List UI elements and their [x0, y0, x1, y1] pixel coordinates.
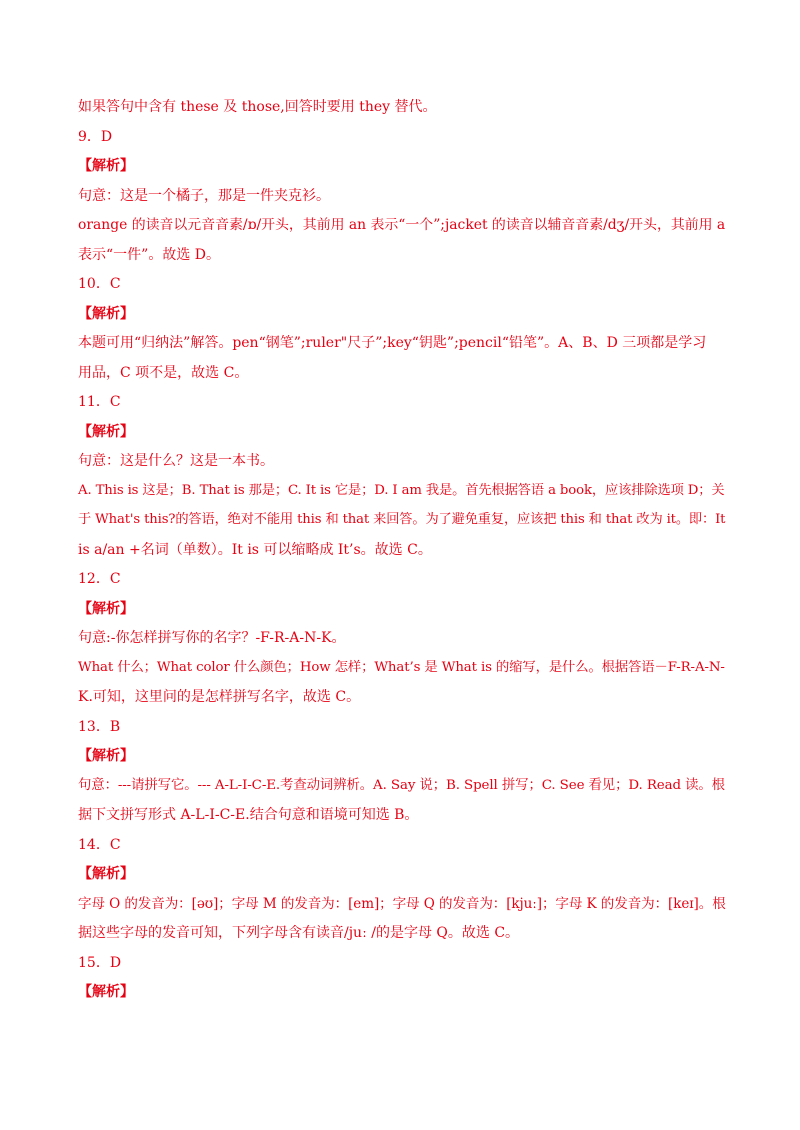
- question-number: 9．D: [78, 128, 113, 145]
- text-line: What 什么；What color 什么颜色；How 怎样；What’s 是 What is 的缩写，是什么。根据答语－F-R-A-N-: [78, 659, 725, 675]
- text-line: K.可知，这里问的是怎样拼写名字，故选 C。: [78, 689, 361, 705]
- question-number: 11．C: [78, 394, 121, 410]
- text-line: 本题可用“归纳法”解答。pen“钢笔”;ruler"尺子”;key“钥匙”;pencil“铅笔”。A、B、D 三项都是学习: [78, 335, 707, 351]
- analysis-heading: 【解析】: [78, 600, 134, 617]
- text-line: 于 What's this?的答语，绝对不能用 this 和 that 来回答。为了避免重复，应该把 this 和 that 改为 it。即：It: [78, 512, 726, 527]
- text-line: 句意：这是一个橘子，那是一件夹克衫。: [78, 187, 330, 204]
- text-line: 如果答句中含有 these 及 those,回答时要用 they 替代。: [78, 99, 437, 115]
- question-number: 12．C: [78, 571, 121, 587]
- text-line: 据这些字母的发音可知，下列字母含有读音/juː /的是字母 Q。故选 C。: [78, 925, 520, 941]
- text-line: 字母 O 的发音为：[əʊ]；字母 M 的发音为：[em]；字母 Q 的发音为：[kjuː]；字母 K 的发音为：[keɪ]。根: [78, 895, 726, 912]
- answer-explanations: [78, 96, 726, 1011]
- text-line: orange 的读音以元音音素/ɒ/开头，其前用 an 表示“一个”;jacket 的读音以辅音音素/dʒ/开头，其前用 a: [78, 217, 726, 233]
- text-line: 用品，C 项不是，故选 C。: [78, 364, 249, 381]
- analysis-heading: 【解析】: [78, 305, 134, 322]
- analysis-heading: 【解析】: [78, 748, 134, 764]
- question-number: 10．C: [78, 276, 121, 292]
- text-line: 据下文拼写形式 A-L-I-C-E.结合句意和语境可知选 B。: [78, 807, 419, 823]
- question-number: 14．C: [78, 836, 121, 853]
- text-line: 句意：这是什么？这是一本书。: [78, 453, 274, 469]
- text-line: is a/an +名词（单数）。It is 可以缩略成 It’s。故选 C。: [78, 541, 432, 558]
- analysis-heading: 【解析】: [78, 423, 134, 440]
- text-line: 表示“一件”。故选 D。: [78, 246, 220, 263]
- analysis-heading: 【解析】: [78, 984, 134, 1000]
- question-number: 15．D: [78, 954, 122, 971]
- text-line: A. This is 这是；B. That is 那是；C. It is 它是；D. I am 我是。首先根据答语 a book，应该排除选项 D；关: [78, 482, 725, 498]
- analysis-heading: 【解析】: [78, 866, 134, 882]
- text-line: 句意：---请拼写它。--- A-L-I-C-E.考查动词辨析。A. Say 说；B. Spell 拼写；C. See 看见；D. Read 读。根: [78, 777, 725, 793]
- text-line: 句意:-你怎样拼写你的名字？-F-R-A-N-K。: [78, 630, 346, 646]
- question-number: 13．B: [78, 718, 121, 735]
- analysis-heading: 【解析】: [78, 158, 134, 174]
